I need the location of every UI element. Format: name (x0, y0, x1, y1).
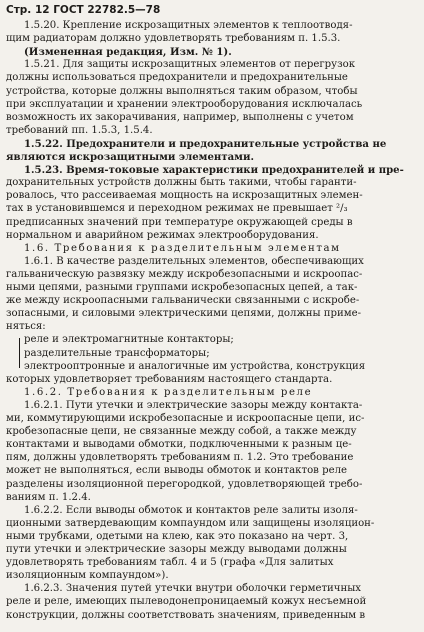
text-line: реле и реле, имеющих пылеводонепроницаемый кожух несъемной (6, 596, 367, 608)
text-line: щим радиаторам должно удовлетворять требованиям п. 1.5.3. (6, 33, 341, 45)
text-line: ными цепями, разными группами искробезопасных цепей, а так- (6, 282, 358, 293)
text-line: пути утечки и электрические зазоры между выводами должны (6, 544, 347, 555)
text-line: предписанных значений при температуре окружающей среды в (6, 216, 353, 228)
text-line: при эксплуатации и хранении электрооборудования исключалась (6, 98, 363, 110)
text-line: (Измененная редакция, Изм. № 1). (24, 46, 232, 59)
text-line: реле и электромагнитные контакторы; (24, 334, 234, 346)
text-line: же между искроопасными гальванически связанными с искробе- (6, 295, 360, 307)
text-line: ваниям п. 1.2.4. (6, 491, 91, 503)
text-line: 1.6.2.2. Если выводы обмоток и контактов реле залиты изоля- (24, 504, 358, 516)
text-line: конструкции, должны соответствовать значениям, приведенным в (6, 609, 366, 621)
text-line: 1.5.21. Для защиты искрозащитных элементов от перегрузок (24, 59, 356, 71)
text-line: кробезопасные цепи, не связанные между собой, а также между (6, 426, 357, 438)
text-line: дохранительных устройств должны быть такими, чтобы гаранти- (6, 177, 357, 189)
text-line: 1.6.2. Требования к разделительным реле (24, 386, 313, 398)
text-line: возможность их закорачивания, например, выполнены с учетом (6, 111, 354, 123)
page-header: Стр. 12 ГОСТ 22782.5—78 (6, 4, 161, 16)
text-line: 1.5.23. Время-токовые характеристики предохранителей и пре- (24, 164, 404, 177)
text-line: устройства, которые должны выполняться таким образом, чтобы (6, 85, 358, 97)
text-line: ционными затвердевающим компаундом или защищены изоляцион- (6, 517, 375, 529)
margin-bracket-mark (19, 338, 23, 368)
text-line: 1.6.1. В качестве разделительных элементов, обеспечивающих (24, 255, 364, 267)
text-line: разделены изоляционной перегородкой, удовлетворяющей требо- (6, 478, 363, 490)
text-line: тах в установившемся и переходном режимах не превышает ²/₃ (6, 203, 348, 215)
text-line: ровалось, что рассеиваемая мощность на искрозащитных элемен- (6, 190, 363, 202)
text-line: разделительные трансформаторы; (24, 347, 210, 359)
text-line: пям, должны удовлетворять требованиям п. 1.2. Это требование (6, 452, 354, 464)
text-line: электрооптронные и аналогичные им устройства, конструкция (24, 360, 366, 372)
text-line: удовлетворять требованиям табл. 4 и 5 (графа «Для залитых (6, 557, 334, 569)
text-line: гальваническую развязку между искробезопасными и искроопас- (6, 268, 363, 280)
text-line: контактами и выводами обмотки, подключенными к разным це- (6, 439, 352, 451)
text-line: няться: (6, 321, 46, 333)
text-line: 1.5.22. Предохранители и предохранительные устройства не (24, 137, 387, 150)
text-line: может не выполняться, если выводы обмоток и контактов реле (6, 465, 347, 477)
text-line: являются искрозащитными элементами. (6, 151, 254, 163)
text-line: ными трубками, одетыми на клею, как это показано на черт. 3, (6, 530, 349, 542)
text-line: 1.6.2.3. Значения путей утечки внутри оболочки герметичных (24, 583, 362, 595)
text-line: должны использоваться предохранители и предохранительные (6, 72, 348, 84)
text-line: 1.6. Требования к разделительным элементам (24, 242, 341, 254)
text-line: изоляционным компаундом»). (6, 570, 169, 582)
text-line: которых удовлетворяет требованиям настоящего стандарта. (6, 373, 333, 385)
text-line: нормальном и аварийном режимах электрооборудования. (6, 229, 319, 241)
text-line: 1.5.20. Крепление искрозащитных элементов к теплоотводя- (24, 20, 353, 31)
text-line: 1.6.2.1. Пути утечки и электрические зазоры между контакта- (24, 399, 363, 411)
text-line: требований пп. 1.5.3, 1.5.4. (6, 124, 153, 136)
text-line: зопасными, и силовыми электрическими цепями, должны приме- (6, 308, 362, 320)
text-line: ми, коммутирующими искробезопасные и искроопасные цепи, ис- (6, 413, 365, 424)
